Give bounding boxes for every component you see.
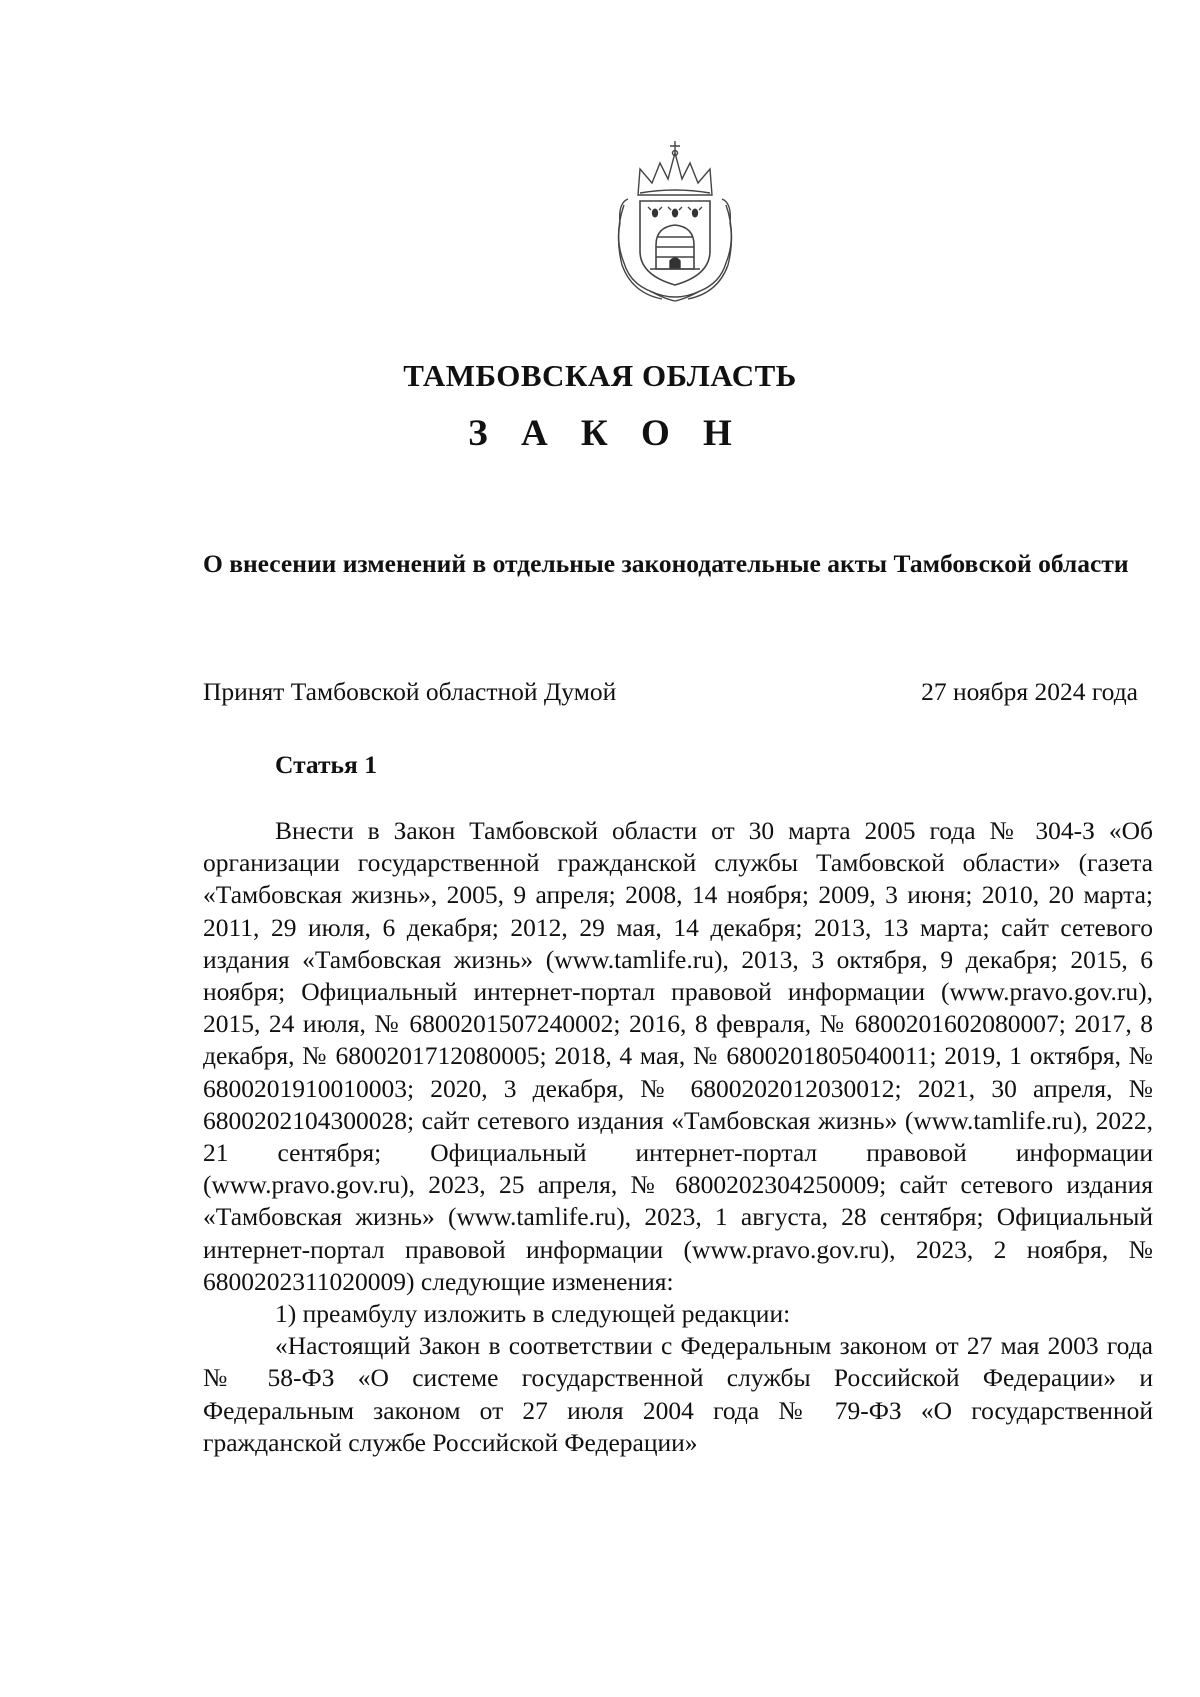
- region-name: ТАМБОВСКАЯ ОБЛАСТЬ: [403, 358, 797, 393]
- article-paragraph: Внести в Закон Тамбовской области от 30 марта 2005 года № 304-З «Об организации государственной гражданской службы Тамбовской области» (газета «Тамбовская жизнь», 2005, 9 апреля; 2008, 14 ноября; 2009, 3 июня; 2010, 20 марта; 2011, 29 июля, 6 декабря; 2012, 29 мая, 14 декабря; 2013, 13 марта; сайт сетевого издания «Тамбовская жизнь» (www.tamlife.ru), 2013, 3 октября, 9 декабря; 2015, 6 ноября; Официальный интернет-портал правовой информации (www.pravo.gov.ru), 2015, 24 июля, № 6800201507240002; 2016, 8 февраля, № 6800201602080007; 2017, 8 декабря, № 6800201712080005; 2018, 4 мая, № 6800201805040011; 2019, 1 октября, № 6800201910010003; 2020, 3 декабря, № 6800202012030012; 2021, 30 апреля, № 6800202104300028; сайт сетевого издания «Тамбовская жизнь» (www.tamlife.ru), 2022, 21 сентября; Официальный интернет-портал правовой информации (www.pravo.gov.ru), 2023, 25 апреля, № 6800202304250009; сайт сетевого издания «Тамбовская жизнь» (www.tamlife.ru), 2023, 1 августа, 28 сентября; Официальный интернет-портал правовой информации (www.pravo.gov.ru), 2023, 2 ноября, № 6800202311020009) следующие изменения:: [203, 816, 1153, 1296]
- article-paragraph: 1) преамбулу изложить в следующей редакции:: [275, 1299, 791, 1329]
- adoption-line: [203, 677, 1138, 707]
- article-heading: Статья 1: [275, 750, 377, 779]
- article-paragraph: «Настоящий Закон в соответствии с Федеральным законом от 27 мая 2003 года № 58-ФЗ «О системе государственной службы Российской Федерации» и Федеральным законом от 27 июля 2004 года № 79-ФЗ «О государственной гражданской службе Российской Федерации»: [203, 1331, 1153, 1457]
- law-title: О внесении изменений в отдельные законодательные акты Тамбовской области: [203, 549, 1129, 578]
- adopted-by: Принят Тамбовской областной Думой: [203, 677, 617, 706]
- adoption-date: 27 ноября 2024 года: [921, 677, 1138, 706]
- tambov-coat-of-arms-icon: [610, 133, 740, 305]
- article-body: [203, 815, 1153, 1459]
- document-type-heading: З А К О Н: [468, 413, 744, 454]
